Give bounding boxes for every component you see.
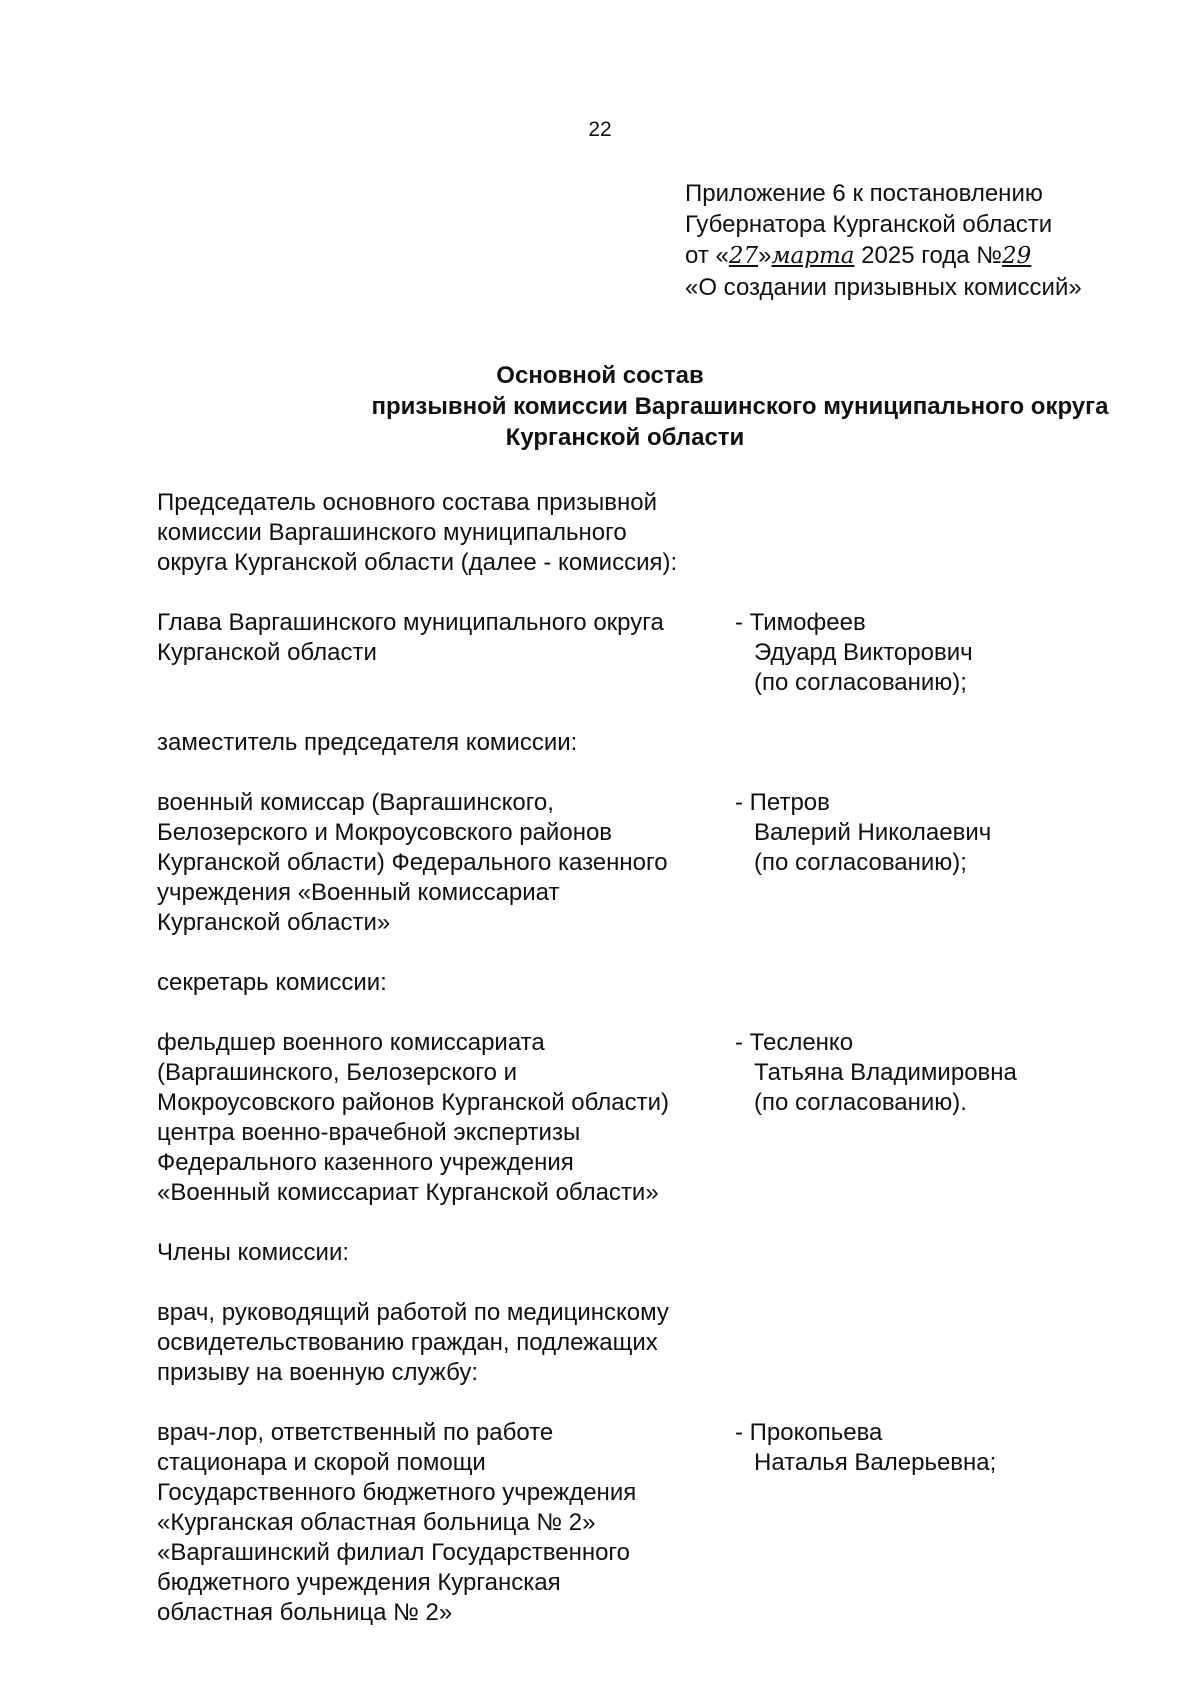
text-line: «Военный комиссариат Курганской области» xyxy=(157,1179,659,1206)
text-line: Председатель основного состава призывной xyxy=(157,489,658,516)
text-line: «Варгашинский филиал Государственного xyxy=(157,1539,630,1566)
date-prefix: от « xyxy=(685,242,729,269)
person-note: (по согласованию); xyxy=(754,669,967,696)
text-line: секретарь комиссии: xyxy=(157,969,387,996)
deputy-position xyxy=(157,788,737,938)
text-line: врач-лор, ответственный по работе xyxy=(157,1419,554,1446)
text-line: фельдшер военного комиссариата xyxy=(157,1029,545,1056)
text-line: Глава Варгашинского муниципального округа xyxy=(157,609,664,636)
person-surname: - Прокопьева xyxy=(735,1419,883,1446)
text-line: Курганской области xyxy=(157,639,377,666)
chairman-name xyxy=(735,608,1175,698)
person-given-names: Валерий Николаевич xyxy=(754,819,992,846)
text-line: учреждения «Военный комиссариат xyxy=(157,879,560,906)
text-line: областная больница № 2» xyxy=(157,1599,453,1626)
text-line: врач, руководящий работой по медицинскому xyxy=(157,1299,669,1326)
person-given-names: Наталья Валерьевна; xyxy=(754,1449,997,1476)
text-line: комиссии Варгашинского муниципального xyxy=(157,519,627,546)
text-line: округа Курганской области (далее - комиссия): xyxy=(157,549,678,576)
person-note: (по согласованию); xyxy=(754,849,967,876)
person-surname: - Тимофеев xyxy=(735,609,866,636)
text-line: заместитель председателя комиссии: xyxy=(157,729,578,756)
appendix-line-2: Губернатора Курганской области xyxy=(685,211,1053,238)
text-line: (Варгашинского, Белозерского и xyxy=(157,1059,518,1086)
person-given-names: Татьяна Владимировна xyxy=(754,1059,1017,1086)
members-heading xyxy=(157,1238,737,1268)
title-line-2: призывной комиссии Варгашинского муниципального округа xyxy=(371,393,1109,420)
person-surname: - Тесленко xyxy=(735,1029,854,1056)
text-line: стационара и скорой помощи xyxy=(157,1449,486,1476)
text-line: «Курганская областная больница № 2» xyxy=(157,1509,596,1536)
text-line: Государственного бюджетного учреждения xyxy=(157,1479,637,1506)
appendix-line-1: Приложение 6 к постановлению xyxy=(685,180,1043,207)
handwritten-month: марта xyxy=(771,243,855,269)
secretary-heading xyxy=(157,968,737,998)
title-line-3: Курганской области xyxy=(505,424,745,451)
chairman-heading xyxy=(157,488,737,578)
handwritten-day: 27 xyxy=(728,243,759,269)
text-line: центра военно-врачебной экспертизы xyxy=(157,1119,581,1146)
text-line: военный комиссар (Варгашинского, xyxy=(157,789,554,816)
doctor-heading xyxy=(157,1298,737,1388)
handwritten-doc-number: 29 xyxy=(1002,243,1032,269)
text-line: Члены комиссии: xyxy=(157,1239,350,1266)
text-line: призыву на военную службу: xyxy=(157,1359,478,1386)
person-note: (по согласованию). xyxy=(754,1089,967,1116)
text-line: Белозерского и Мокроусовского районов xyxy=(157,819,613,846)
text-line: Мокроусовского районов Курганской области) xyxy=(157,1089,670,1116)
text-line: Федерального казенного учреждения xyxy=(157,1149,574,1176)
secretary-position xyxy=(157,1028,737,1208)
text-line: бюджетного учреждения Курганская xyxy=(157,1569,561,1596)
text-line: освидетельствованию граждан, подлежащих xyxy=(157,1329,658,1356)
secretary-name xyxy=(735,1028,1175,1118)
date-separator: » xyxy=(758,242,772,269)
text-line: Курганской области» xyxy=(157,909,391,936)
page-number: 22 xyxy=(588,118,612,141)
appendix-line-4: «О создании призывных комиссий» xyxy=(685,274,1082,301)
text-line: Курганской области) Федерального казенного xyxy=(157,849,668,876)
date-year: 2025 года № xyxy=(854,242,1003,269)
deputy-name xyxy=(735,788,1175,878)
deputy-heading xyxy=(157,728,737,758)
doctor-name xyxy=(735,1418,1175,1478)
appendix-line-3 xyxy=(685,240,1185,272)
title-line-1: Основной состав xyxy=(496,362,704,389)
doctor-position xyxy=(157,1418,737,1628)
appendix-note xyxy=(685,178,1185,303)
person-surname: - Петров xyxy=(735,789,830,816)
chairman-position xyxy=(157,608,737,668)
document-title xyxy=(0,360,1200,453)
person-given-names: Эдуард Викторович xyxy=(754,639,973,666)
